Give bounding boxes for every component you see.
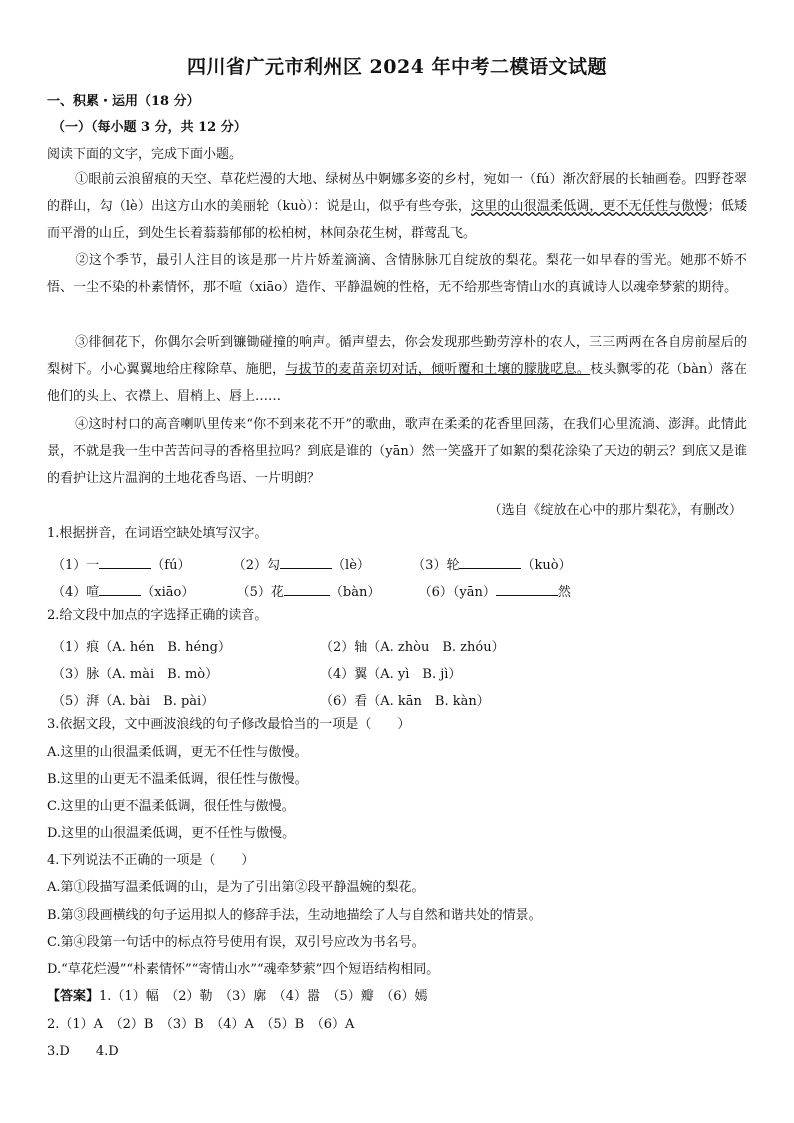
question-4-stem: 4.下列说法不正确的一项是（ ） — [47, 853, 255, 868]
answer-line-3: 3.D 4.D — [47, 1044, 119, 1059]
question-2-stem: 2.给文段中加点的字选择正确的读音。 — [47, 608, 268, 623]
question-2-item: （2）轴（A. zhòu B. zhóu） — [320, 640, 505, 655]
question-3-option: C.这里的山更不温柔低调，很任性与傲慢。 — [47, 799, 295, 814]
paragraph-4: ④这时村口的高音喇叭里传来“你不到来花不开”的歌曲，歌声在柔柔的花香里回荡，在我们心里流淌、澎湃。此情此景，不就是我一生中苦苦问寻的香格里拉吗？到底是谁的（yān）然一笑盛开了如絮的梨花涂染了天边的朝云？到底又是谁的看护让这片温润的土地花香鸟语、一片明朗？ — [47, 417, 747, 486]
question-4-option: D.“草花烂漫”“朴素情怀”“寄情山水”“魂牵梦萦”四个短语结构相同。 — [47, 962, 440, 977]
question-3-stem: 3.依据文段，文中画波浪线的句子修改最恰当的一项是（ ） — [47, 717, 411, 732]
wavy-sentence: 这里的山很温柔低调，更不无任性与傲慢 — [471, 199, 708, 214]
paragraph-1: ①眼前云浪留痕的天空、草花烂漫的大地、绿树丛中婀娜多姿的乡村，宛如一（fú）渐次舒展的长轴画卷。四野苍翠的群山，勾（lè）出这方山水的美丽轮（kuò）：说是山，似乎有些夸张，这里的山很温柔低调，更不无任性与傲慢；低矮而平滑的山丘，到处生长着蓊蓊郁郁的松柏树，林间杂花生树，群莺乱飞。 — [47, 172, 747, 241]
subsection-heading: （一）（每小题 3 分，共 12 分） — [52, 120, 247, 135]
question-1-stem: 1.根据拼音，在词语空缺处填写汉字。 — [47, 526, 268, 541]
question-3-option: D.这里的山很温柔低调，更不任性与傲慢。 — [47, 826, 296, 841]
question-4-option: C.第④段第一句话中的标点符号使用有误，双引号应改为书名号。 — [47, 935, 425, 950]
question-2-item: （1）痕（A. hén B. héng） — [52, 640, 231, 655]
source-citation: （选自《绽放在心中的那片梨花》，有删改） — [488, 503, 742, 518]
question-3-option: B.这里的山更无不温柔低调，很任性与傲慢。 — [47, 772, 308, 787]
question-4-option: A.第①段描写温柔低调的山，是为了引出第②段平静温婉的梨花。 — [47, 880, 425, 895]
paragraph-3: ③徘徊花下，你偶尔会听到镰锄碰撞的响声。循声望去，你会发现那些勤劳淳朴的农人，三三两两在各自房前屋后的梨树下。小心翼翼地给庄稼除草、施肥，与拔节的麦苗亲切对话，倾听覆和土壤的朦胧呓息。枝头飘零的花（bàn）落在他们的头上、衣襟上、眉梢上、唇上…… — [47, 335, 747, 404]
question-2-item: （4）翼（A. yì B. jì） — [320, 667, 462, 682]
question-3-option: A.这里的山很温柔低调，更无不任性与傲慢。 — [47, 745, 308, 760]
page-title: 四川省广元市利州区 2024 年中考二模语文试题 — [186, 56, 608, 78]
section-heading: 一、积累・运用（18 分） — [47, 94, 200, 109]
question-1-row-1: （1）一 （fú） （2）勾 （lè） （3）轮 （kuò） — [52, 558, 572, 573]
reading-instruction: 阅读下面的文字，完成下面小题。 — [47, 147, 243, 162]
question-2-item: （5）湃（A. bài B. pài） — [52, 694, 215, 709]
question-2-item: （3）脉（A. mài B. mò） — [52, 667, 219, 682]
question-4-option: B.第③段画横线的句子运用拟人的修辞手法，生动地描绘了人与自然和谐共处的情景。 — [47, 908, 542, 923]
paragraph-2: ②这个季节，最引人注目的该是那一片片娇羞滴滴、含情脉脉兀自绽放的梨花。梨花一如早春的雪光。她那不娇不悟、一尘不染的朴素情怀，那不喧（xiāo）造作、平静温婉的性格，无不给那些寄情山水的真诚诗人以魂牵梦萦的期待。 — [47, 253, 747, 295]
question-1-row-2: （4）喧 （xiāo） （5）花 （bàn） （6）（yān） 然 — [52, 585, 571, 600]
answer-label: 【答案】 — [47, 989, 100, 1004]
underlined-sentence: 与拔节的麦苗亲切对话，倾听覆和土壤的朦胧呓息。 — [285, 362, 591, 377]
answer-line-1: 【答案】1.（1）幅 （2）勒 （3）廓 （4）嚣 （5）瓣 （6）嫣 — [47, 989, 428, 1004]
question-2-item: （6）看（A. kān B. kàn） — [320, 694, 490, 709]
answer-line-2: 2.（1）A （2）B （3）B （4）A （5）B （6）A — [47, 1017, 355, 1032]
